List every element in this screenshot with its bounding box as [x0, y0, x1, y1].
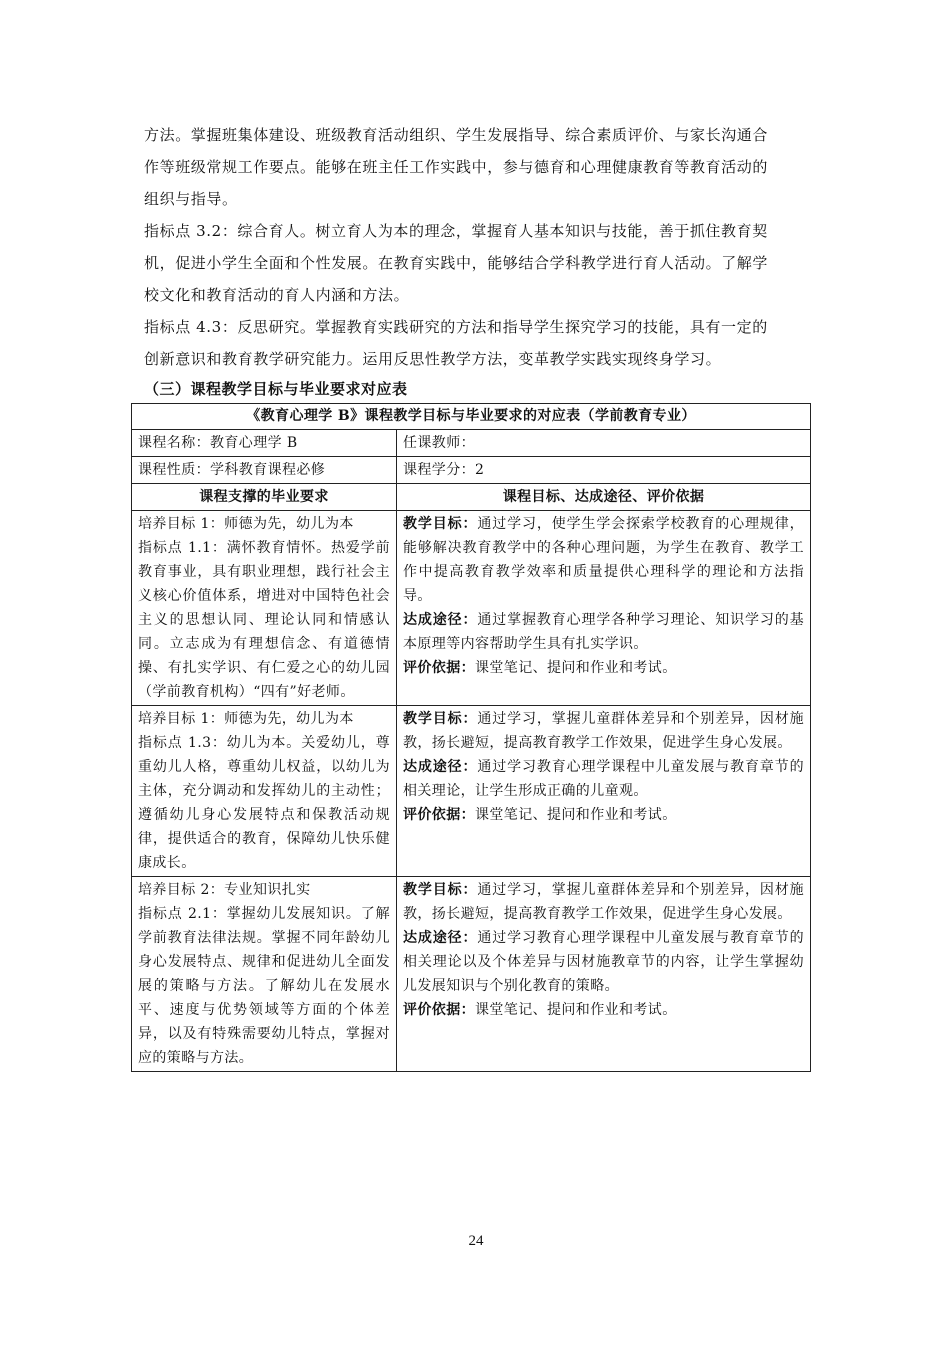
- paragraph-line: 创新意识和教育教学研究能力。运用反思性教学方法，变革教学实践实现终身学习。: [144, 350, 722, 368]
- table-row: [132, 877, 811, 1072]
- achievement-path-text: 通过学习教育心理学课程中儿童发展与教育章节的相关理论以及个体差异与因材施教章节的内容，让学生掌握幼儿发展知识与个别化教育的策略。: [403, 930, 805, 994]
- achievement-path-text: 通过掌握教育心理学各种学习理论、知识学习的基本原理等内容帮助学生具有扎实学识。: [403, 612, 805, 652]
- mapping-table: [131, 403, 811, 1072]
- evaluation-basis: [403, 656, 804, 680]
- paragraph-line: 作等班级常规工作要点。能够在班主任工作实践中，参与德育和心理健康教育等教育活动的: [144, 158, 769, 176]
- table-header-row: [132, 484, 811, 511]
- achievement-path: [403, 926, 804, 998]
- header-right: 课程目标、达成途径、评价依据: [397, 484, 811, 511]
- achievement-path-label: 达成途径：: [403, 612, 478, 628]
- header-left: 课程支撑的毕业要求: [132, 484, 397, 511]
- goal-cell: [397, 511, 811, 706]
- goal-cell: [397, 706, 811, 877]
- achievement-path: [403, 755, 804, 803]
- requirement-cell: [132, 706, 397, 877]
- page-number: 24: [468, 1233, 484, 1249]
- evaluation-basis-text: 课堂笔记、提问和作业和考试。: [475, 660, 677, 676]
- table-row: [132, 457, 811, 484]
- credits-cell: 课程学分：2: [397, 457, 811, 484]
- paragraph-line: 指标点 3.2：综合育人。树立育人为本的理念，掌握育人基本知识与技能，善于抓住教育契: [144, 222, 768, 240]
- objective-text: 培养目标 1：师德为先，幼儿为本: [138, 711, 354, 727]
- section-heading: （三）课程教学目标与毕业要求对应表: [144, 380, 408, 398]
- evaluation-basis-text: 课堂笔记、提问和作业和考试。: [475, 807, 677, 823]
- paragraph-line: 组织与指导。: [144, 190, 238, 208]
- requirement-cell: [132, 877, 397, 1072]
- teaching-goal-label: 教学目标：: [403, 711, 478, 727]
- paragraph-3: [144, 311, 808, 375]
- indicator-text: 指标点 2.1：掌握幼儿发展知识。了解学前教育法律法规。掌握不同年龄幼儿身心发展特点、规律和促进幼儿全面发展的策略与方法。了解幼儿在发展水平、速度与优势领域等方面的个体差异，以及有特殊需要幼儿特点，掌握对应的策略与方法。: [138, 906, 390, 1066]
- achievement-path-label: 达成途径：: [403, 759, 478, 775]
- objective-text: 培养目标 2：专业知识扎实: [138, 882, 311, 898]
- table-title-row: [132, 404, 811, 430]
- indicator-text: 指标点 1.3：幼儿为本。关爱幼儿，尊重幼儿人格，尊重幼儿权益，以幼儿为主体，充分调动和发挥幼儿的主动性；遵循幼儿身心发展特点和保教活动规律，提供适合的教育，保障幼儿快乐健康成长。: [138, 735, 390, 871]
- paragraph-1: [144, 119, 808, 215]
- table-row: [132, 511, 811, 706]
- evaluation-basis-text: 课堂笔记、提问和作业和考试。: [475, 1002, 677, 1018]
- evaluation-basis-label: 评价依据：: [403, 1002, 475, 1018]
- evaluation-basis-label: 评价依据：: [403, 660, 475, 676]
- paragraph-line: 校文化和教育活动的育人内涵和方法。: [144, 286, 410, 304]
- table-title: 《教育心理学 B》课程教学目标与毕业要求的对应表（学前教育专业）: [132, 404, 811, 430]
- table-row: [132, 430, 811, 457]
- teacher-cell: 任课教师：: [397, 430, 811, 457]
- teaching-goal: [403, 512, 804, 608]
- goal-cell: [397, 877, 811, 1072]
- teaching-goal-text: 通过学习，使学生学会探索学校教育的心理规律，能够解决教育教学中的各种心理问题，为学生在教育、教学工作中提高教育教学效率和质量提供心理科学的理论和方法指导。: [403, 516, 805, 604]
- paragraph-line: 机，促进小学生全面和个性发展。在教育实践中，能够结合学科教学进行育人活动。了解学: [144, 254, 769, 272]
- requirement-cell: [132, 511, 397, 706]
- objective-text: 培养目标 1：师德为先，幼儿为本: [138, 516, 354, 532]
- teaching-goal: [403, 707, 804, 755]
- indicator-text: 指标点 1.1：满怀教育情怀。热爱学前教育事业，具有职业理想，践行社会主义核心价值体系，增进对中国特色社会主义的思想认同、理论认同和情感认同。立志成为有理想信念、有道德情操、有扎实学识、有仁爱之心的幼儿园（学前教育机构）“四有”好老师。: [138, 540, 390, 700]
- teaching-goal-text: 通过学习，掌握儿童群体差异和个别差异，因材施教，扬长避短，提高教育教学工作效果，促进学生身心发展。: [403, 711, 805, 751]
- achievement-path-text: 通过学习教育心理学课程中儿童发展与教育章节的相关理论，让学生形成正确的儿童观。: [403, 759, 805, 799]
- achievement-path: [403, 608, 804, 656]
- evaluation-basis-label: 评价依据：: [403, 807, 475, 823]
- achievement-path-label: 达成途径：: [403, 930, 478, 946]
- paragraph-line: 指标点 4.3：反思研究。掌握教育实践研究的方法和指导学生探究学习的技能，具有一定的: [144, 318, 768, 336]
- teaching-goal-text: 通过学习，掌握儿童群体差异和个别差异，因材施教，扬长避短，提高教育教学工作效果，促进学生身心发展。: [403, 882, 805, 922]
- evaluation-basis: [403, 803, 804, 827]
- paragraph-line: 方法。掌握班集体建设、班级教育活动组织、学生发展指导、综合素质评价、与家长沟通合: [144, 126, 769, 144]
- teaching-goal-label: 教学目标：: [403, 516, 478, 532]
- teaching-goal: [403, 878, 804, 926]
- course-type-cell: 课程性质：学科教育课程必修: [132, 457, 397, 484]
- paragraph-2: [144, 215, 808, 311]
- teaching-goal-label: 教学目标：: [403, 882, 478, 898]
- table-row: [132, 706, 811, 877]
- course-name-cell: 课程名称：教育心理学 B: [132, 430, 397, 457]
- evaluation-basis: [403, 998, 804, 1022]
